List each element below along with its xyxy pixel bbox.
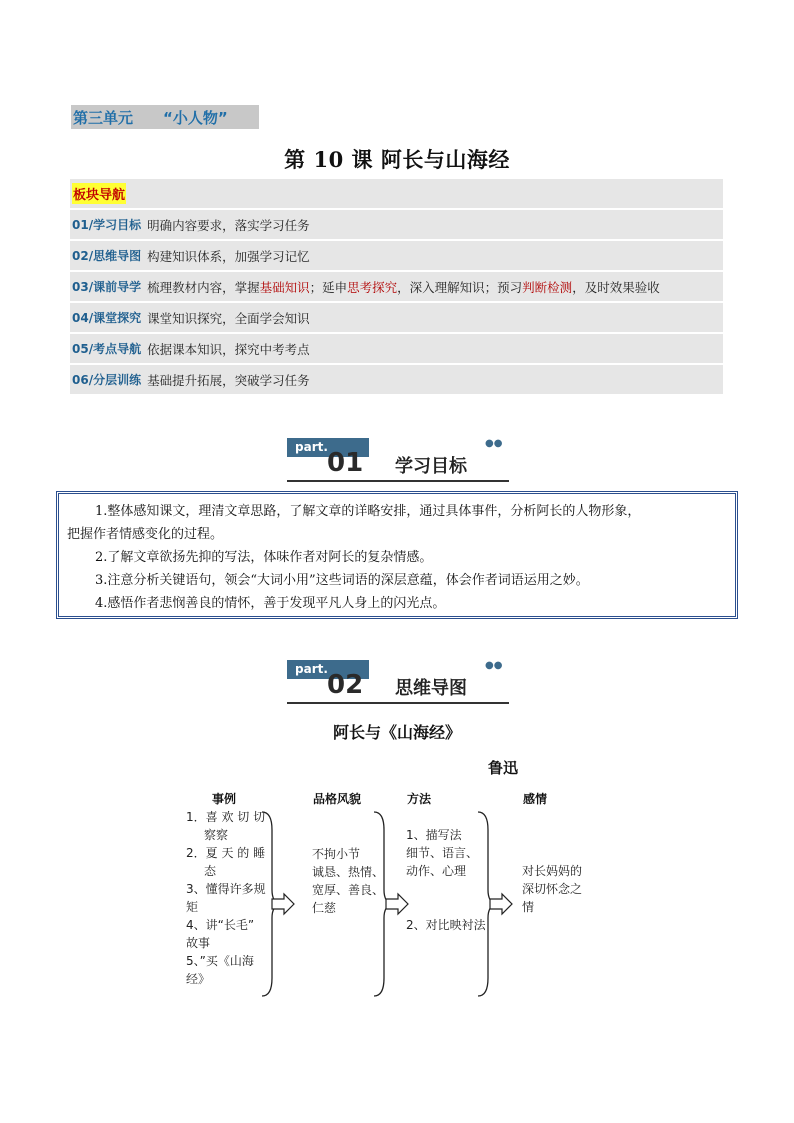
event-line: 故事 [186, 936, 211, 950]
arrow-icon [386, 894, 408, 914]
goal-line: 2.了解文章欲扬先抑的写法，体味作者对阿长的复杂情感。 [95, 550, 433, 565]
goal-line: 1.整体感知课文，理清文章思路，了解文章的详略安排，通过具体事件，分析阿长的人物形象， [95, 504, 641, 519]
part-tab: part. [287, 438, 369, 457]
event-line: 2．夏 天 的 睡 [186, 846, 266, 860]
mindmap-author: 鲁迅 [488, 759, 519, 777]
event-line: 矩 [186, 900, 199, 914]
event-line: 态 [204, 864, 217, 878]
lesson-title: 第 10 课 阿长与山海经 [284, 147, 510, 172]
nav-desc-part: ，及时效果验收 [572, 279, 660, 295]
unit-theme: “小人物” [163, 108, 228, 127]
nav-heading: 板块导航 [72, 183, 126, 204]
decorative-dots-icon: ●● [485, 438, 503, 449]
feeling-line: 对长妈妈的 [522, 864, 583, 878]
nav-desc-part: ，深入理解知识；预习 [397, 279, 523, 295]
nav-desc: 依据课本知识，探究中考考点 [147, 341, 310, 357]
nav-desc-part: ；延申 [309, 279, 348, 295]
part-number: 01 [327, 448, 364, 478]
method-line: 1、描写法 [406, 828, 462, 842]
event-line: 4、讲“长毛” [186, 918, 255, 932]
nav-desc-highlight: 思考探究 [347, 279, 398, 295]
mindmap-header-feeling: 感情 [523, 792, 548, 806]
method-line: 细节、语言、 [406, 846, 479, 860]
nav-code: 05/考点导航 [72, 342, 142, 356]
nav-desc: 明确内容要求，落实学习任务 [147, 217, 310, 233]
nav-desc-part: 梳理教材内容，掌握 [147, 279, 260, 295]
feeling-line: 深切怀念之 [522, 882, 583, 896]
event-line: 5、”买《山海 [186, 954, 254, 968]
part-number: 02 [327, 670, 364, 700]
part-label: 学习目标 [395, 456, 467, 477]
mindmap-title: 阿长与《山海经》 [332, 723, 461, 742]
mindmap-header-methods: 方法 [407, 792, 432, 806]
event-line: 1．喜 欢 切 切 [186, 810, 266, 824]
goal-line: 4.感悟作者悲悯善良的情怀，善于发现平凡人身上的闪光点。 [95, 596, 446, 611]
arrow-icon [490, 894, 512, 914]
nav-desc-highlight: 基础知识 [259, 279, 310, 295]
method-line: 2、对比映衬法 [406, 918, 486, 932]
goal-line: 3.注意分析关键语句，领会“大词小用”这些词语的深层意蕴，体会作者词语运用之妙。 [95, 573, 589, 588]
part-tab: part. [287, 660, 369, 679]
nav-code: 02/思维导图 [72, 249, 142, 263]
mindmap-header-events: 事例 [212, 792, 237, 806]
part-label: 思维导图 [395, 678, 467, 699]
mindmap-header-character: 品格风貌 [313, 792, 362, 806]
character-line: 宽厚、善良、 [312, 883, 385, 897]
nav-desc: 课堂知识探究，全面学会知识 [147, 310, 310, 326]
goal-line: 把握作者情感变化的过程。 [67, 527, 224, 542]
nav-code: 01/学习目标 [72, 218, 142, 232]
event-line: 3、懂得许多规 [186, 882, 266, 896]
event-line: 察察 [204, 828, 229, 842]
nav-desc: 基础提升拓展，突破学习任务 [147, 372, 310, 388]
nav-code: 06/分层训练 [72, 373, 142, 387]
nav-code: 03/课前导学 [72, 280, 142, 294]
event-line: 经》 [186, 972, 211, 986]
nav-code: 04/课堂探究 [72, 311, 142, 325]
unit-name: 第三单元 [73, 108, 134, 127]
nav-desc-highlight: 判断检测 [522, 279, 573, 295]
decorative-dots-icon: ●● [485, 660, 503, 671]
method-line: 动作、心理 [406, 864, 467, 878]
character-line: 诚恳、热情、 [312, 865, 385, 879]
character-line: 仁慈 [312, 901, 337, 915]
arrow-icon [272, 894, 294, 914]
feeling-line: 情 [522, 900, 535, 914]
character-line: 不拘小节 [312, 847, 361, 861]
nav-desc: 构建知识体系，加强学习记忆 [147, 248, 310, 264]
